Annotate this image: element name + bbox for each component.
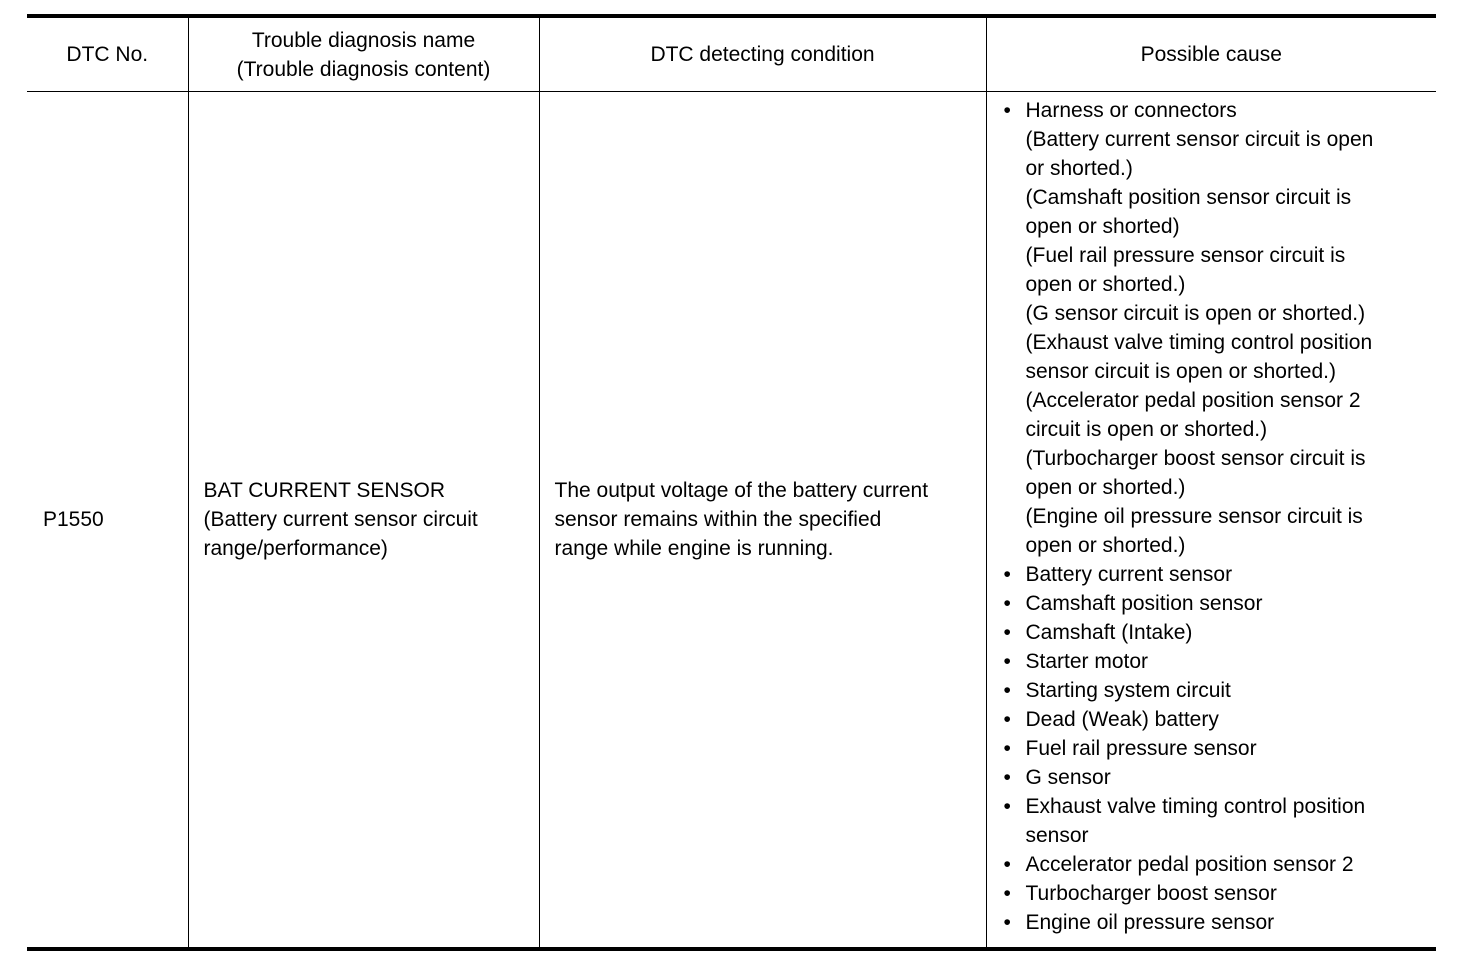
possible-cause-list	[1001, 96, 1425, 937]
harness-detail-text: open or shorted.)	[1025, 476, 1186, 499]
trouble-name-line: range/performance)	[203, 537, 388, 560]
header-trouble-name-line2: (Trouble diagnosis content)	[236, 57, 491, 81]
bullet-icon: •	[1003, 882, 1011, 905]
header-condition: DTC detecting condition	[539, 16, 986, 92]
cause-text: Camshaft position sensor	[1025, 592, 1263, 615]
cause-list-item	[1001, 589, 1425, 618]
table-body	[27, 92, 1436, 950]
cell-dtc-no: P1550	[43, 508, 104, 531]
table-row	[27, 92, 1436, 950]
dtc-table	[27, 14, 1436, 951]
trouble-name-line: BAT CURRENT SENSOR	[203, 479, 446, 502]
cause-list-item	[1001, 850, 1425, 879]
cause-text: Turbocharger boost sensor	[1025, 882, 1277, 905]
cause-text: Starting system circuit	[1025, 679, 1231, 702]
harness-detail-text: (Exhaust valve timing control position	[1025, 331, 1373, 354]
bullet-icon: •	[1003, 99, 1011, 122]
harness-detail-text: open or shorted.)	[1025, 273, 1186, 296]
bullet-icon: •	[1003, 911, 1011, 934]
harness-detail-text: circuit is open or shorted.)	[1025, 418, 1268, 441]
cause-list-item	[1001, 908, 1425, 937]
cause-text: Starter motor	[1025, 650, 1149, 673]
harness-detail-text: (G sensor circuit is open or shorted.)	[1025, 302, 1366, 325]
trouble-name-line: (Battery current sensor circuit	[203, 508, 478, 531]
cause-text: Harness or connectors	[1025, 99, 1237, 122]
bullet-icon: •	[1003, 621, 1011, 644]
table-header	[27, 16, 1436, 92]
harness-detail-text: (Fuel rail pressure sensor circuit is	[1025, 244, 1346, 267]
bullet-icon: •	[1003, 766, 1011, 789]
cause-text: Fuel rail pressure sensor	[1025, 737, 1257, 760]
cause-list-item	[1001, 763, 1425, 792]
cause-list-item	[1001, 705, 1425, 734]
header-trouble-name	[188, 16, 539, 92]
harness-detail-text: (Engine oil pressure sensor circuit is	[1025, 505, 1363, 528]
cause-list-item	[1001, 560, 1425, 589]
cause-list-item	[1001, 734, 1425, 763]
bullet-icon: •	[1003, 592, 1011, 615]
header-trouble-name-line1: Trouble diagnosis name	[251, 28, 476, 52]
condition-line: sensor remains within the specified	[554, 508, 882, 531]
bullet-icon: •	[1003, 650, 1011, 673]
header-row	[27, 16, 1436, 92]
bullet-icon: •	[1003, 563, 1011, 586]
cause-text: Accelerator pedal position sensor 2	[1025, 853, 1354, 876]
harness-detail-text: or shorted.)	[1025, 157, 1133, 180]
cell-trouble-name	[188, 92, 539, 950]
bullet-icon: •	[1003, 853, 1011, 876]
cause-list-item	[1001, 792, 1425, 850]
harness-detail-text: sensor circuit is open or shorted.)	[1025, 360, 1336, 383]
cell-possible-cause	[986, 92, 1436, 950]
bullet-icon: •	[1003, 708, 1011, 731]
cause-text: Engine oil pressure sensor	[1025, 911, 1275, 934]
cell-condition	[539, 92, 986, 950]
cause-list-item	[1001, 618, 1425, 647]
cause-text: Battery current sensor	[1025, 563, 1233, 586]
bullet-icon: •	[1003, 737, 1011, 760]
condition-line: The output voltage of the battery current	[554, 479, 929, 502]
harness-detail-text: (Battery current sensor circuit is open	[1025, 128, 1374, 151]
cause-text: sensor	[1025, 824, 1089, 847]
cause-list-item	[1001, 96, 1425, 560]
condition-line: range while engine is running.	[554, 537, 834, 560]
cause-text: Camshaft (Intake)	[1025, 621, 1193, 644]
cause-text: Exhaust valve timing control position	[1025, 795, 1366, 818]
cause-text: Dead (Weak) battery	[1025, 708, 1219, 731]
header-dtc-no: DTC No.	[27, 16, 188, 92]
header-cause: Possible cause	[986, 16, 1436, 92]
cause-list-item	[1001, 676, 1425, 705]
harness-detail-text: (Accelerator pedal position sensor 2	[1025, 389, 1361, 412]
harness-detail-text: (Turbocharger boost sensor circuit is	[1025, 447, 1366, 470]
bullet-icon: •	[1003, 795, 1011, 818]
bullet-icon: •	[1003, 679, 1011, 702]
harness-detail-text: open or shorted)	[1025, 215, 1180, 238]
harness-detail-text: open or shorted.)	[1025, 534, 1186, 557]
cause-list-item	[1001, 647, 1425, 676]
harness-detail-text: (Camshaft position sensor circuit is	[1025, 186, 1352, 209]
cause-text: G sensor	[1025, 766, 1111, 789]
cause-list-item	[1001, 879, 1425, 908]
